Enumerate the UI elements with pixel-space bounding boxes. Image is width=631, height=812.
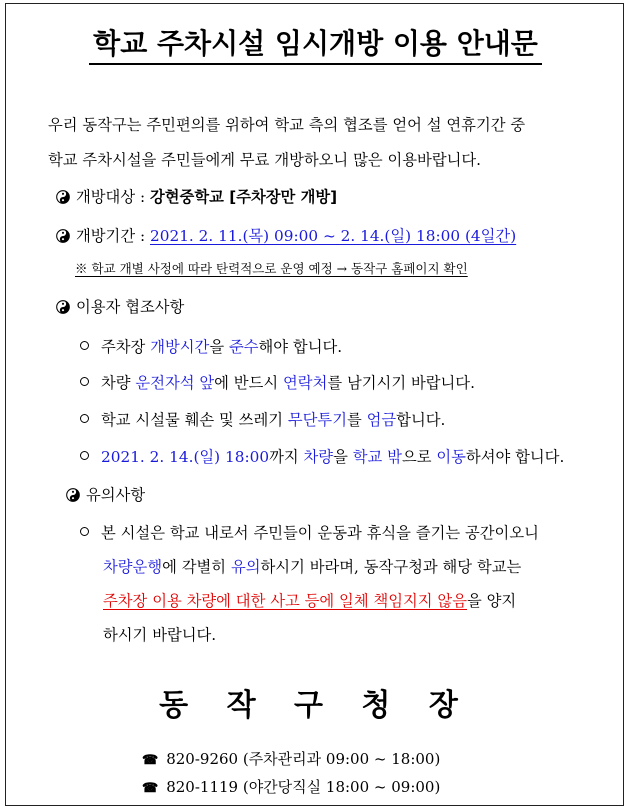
yin-yang-icon	[56, 190, 70, 204]
phone-line-1	[142, 748, 440, 769]
caution-line-1	[80, 523, 539, 543]
signature: 동 작 구 청 장	[159, 688, 472, 723]
cooperation-item-text: 을	[333, 448, 353, 466]
cooperation-item-text: 무단투기	[287, 411, 347, 429]
circle-bullet-icon	[80, 527, 89, 536]
operation-note: ※ 학교 개별 사정에 따라 탄력적으로 운영 예정 → 동작구 홈페이지 확인	[75, 261, 468, 276]
caution-highlight-attention: 유의	[230, 558, 261, 576]
cooperation-item-text: 연락처	[283, 374, 328, 392]
period-value: 2021. 2. 11.(목) 09:00 ~ 2. 14.(일) 18:00 (4일간)	[150, 227, 517, 245]
cooperation-heading	[56, 297, 184, 317]
cooperation-item-text: 으로	[401, 448, 437, 466]
caution-line-4: 하시기 바랍니다.	[103, 626, 217, 644]
intro-line-1: 우리 동작구는 주민편의를 위하여 학교 측의 협조를 얻어 설 연휴기간 중	[48, 116, 526, 134]
phone-icon: ☎	[142, 753, 159, 768]
cooperation-item-text: 을	[209, 338, 229, 356]
cooperation-item	[80, 373, 475, 393]
cooperation-item-text: 운전자석 앞	[135, 374, 215, 392]
cooperation-item-text: 차량	[101, 374, 136, 392]
phone-icon: ☎	[142, 781, 159, 796]
caution-line-2	[103, 557, 521, 577]
cooperation-item-text: 학교 밖	[352, 448, 402, 466]
yin-yang-icon	[56, 229, 70, 243]
intro-line-2: 학교 주차시설을 주민들에게 무료 개방하오니 많은 이용바랍니다.	[48, 151, 482, 169]
phone-text-2: 820-1119 (야간당직실 18:00 ~ 09:00)	[166, 778, 441, 796]
cooperation-item	[80, 410, 445, 430]
cooperation-item-text: 까지	[269, 448, 304, 466]
cooperation-item-text: 에 반드시	[214, 374, 284, 392]
yin-yang-icon	[66, 488, 80, 502]
caution-text-3b: 을 양지	[467, 592, 517, 610]
cooperation-item-text: 를 남기시기 바랍니다.	[327, 374, 475, 392]
target-row	[56, 187, 337, 207]
cooperation-item-text: 해야 합니다.	[258, 338, 343, 356]
circle-bullet-icon	[80, 414, 89, 423]
caution-heading-text: 유의사항	[86, 486, 146, 504]
phone-text-1: 820-9260 (주차관리과 09:00 ~ 18:00)	[166, 750, 441, 768]
document-title: 학교 주차시설 임시개방 이용 안내문	[0, 22, 631, 65]
phone-line-2	[142, 776, 440, 797]
cooperation-item-text: 차량	[303, 448, 334, 466]
circle-bullet-icon	[80, 377, 89, 386]
caution-disclaimer: 주차장 이용 차량에 대한 사고 등에 일체 책임지지 않음	[103, 592, 467, 610]
cooperation-item-text: 이동	[436, 448, 466, 466]
cooperation-item-text: 학교 시설물 훼손 및 쓰레기	[101, 411, 288, 429]
target-label: 개방대상 :	[76, 188, 150, 206]
cooperation-item-text: 엄금	[366, 411, 397, 429]
cooperation-item-text: 를	[346, 411, 367, 429]
cooperation-item	[80, 447, 564, 467]
caution-text-1: 본 시설은 학교 내로서 주민들이 운동과 휴식을 즐기는 공간이오니	[101, 524, 539, 542]
yin-yang-icon	[56, 300, 70, 314]
caution-highlight-driving: 차량운행	[103, 558, 163, 576]
cooperation-item-text: 2021. 2. 14.(일) 18:00	[101, 448, 270, 466]
cooperation-item-text: 개방시간	[150, 338, 210, 356]
cooperation-item-text: 주차장	[101, 338, 151, 356]
cooperation-item-text: 합니다.	[396, 411, 446, 429]
circle-bullet-icon	[80, 341, 89, 350]
caution-text-2d: 하시기 바라며, 동작구청과 해당 학교는	[260, 558, 522, 576]
caution-line-3	[103, 591, 516, 611]
cooperation-heading-text: 이용자 협조사항	[76, 298, 185, 316]
target-value: 강현중학교 [주차장만 개방]	[150, 188, 338, 206]
cooperation-item-text: 준수	[228, 338, 259, 356]
cooperation-item-text: 하셔야 합니다.	[465, 448, 565, 466]
caution-heading	[66, 485, 145, 505]
period-row	[56, 226, 516, 246]
cooperation-item	[80, 337, 342, 357]
caution-text-2b: 에 각별히	[162, 558, 231, 576]
period-label: 개방기간 :	[76, 227, 150, 245]
circle-bullet-icon	[80, 451, 89, 460]
